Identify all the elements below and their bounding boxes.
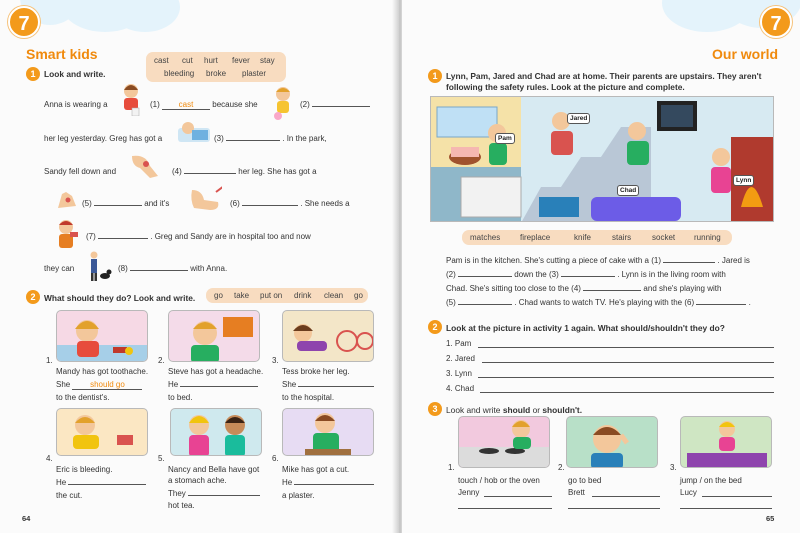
text-line: [82, 199, 169, 208]
answer-field[interactable]: [226, 140, 280, 141]
list-item: 1. Pam: [446, 339, 472, 348]
answer-line[interactable]: [568, 508, 660, 509]
item-subject: Lucy: [680, 488, 697, 497]
answer-field[interactable]: [458, 276, 512, 277]
gap-number: (2): [446, 270, 456, 279]
gap-number: (4): [172, 167, 182, 176]
answer-field[interactable]: cast: [162, 100, 210, 110]
item-end: to bed.: [168, 393, 193, 402]
unit-badge: 7: [8, 6, 40, 38]
answer-field[interactable]: [184, 173, 236, 174]
activity-instruction: Lynn, Pam, Jared and Chad are at home. Their parents are upstairs. They aren't: [446, 71, 762, 81]
word-box-item: hurt: [204, 56, 218, 65]
text: and she's playing with: [643, 284, 722, 293]
answer-field[interactable]: [294, 484, 374, 485]
text-line: [446, 284, 721, 293]
house-scene-picture: [430, 96, 774, 222]
answer-field[interactable]: [696, 304, 746, 305]
item-prompt: jump / on the bed: [680, 476, 742, 485]
word-box-item: fireplace: [520, 233, 551, 242]
text-line: [230, 199, 350, 208]
text-line: [150, 100, 258, 110]
text: . Lynn is in the living room with: [617, 270, 726, 279]
word-box: [206, 288, 368, 303]
text: . Greg and Sandy are in hospital too and now: [150, 232, 311, 241]
gap-number: (4): [571, 284, 581, 293]
text: down the: [514, 270, 547, 279]
item-subject: She: [56, 380, 71, 389]
character-label: Jared: [567, 113, 590, 124]
sick-child-illustration: [52, 218, 82, 252]
text: . Chad wants to watch TV. He's playing with the: [514, 298, 683, 307]
word-box-item: go: [214, 291, 223, 300]
activity-number: 2: [26, 290, 40, 304]
activity-number: 1: [26, 67, 40, 81]
item-sentence: a stomach ache.: [168, 476, 227, 485]
item-number: 3.: [272, 356, 279, 365]
answer-line[interactable]: [478, 377, 774, 378]
item-number: 2.: [158, 356, 165, 365]
word-box-item: stairs: [612, 233, 632, 242]
item-sentence: Tess broke her leg.: [282, 367, 350, 376]
answer-field[interactable]: [298, 386, 374, 387]
item-number: 2.: [558, 463, 565, 472]
answer-field[interactable]: [180, 386, 258, 387]
text: . In the park,: [282, 134, 327, 143]
answer-line[interactable]: [482, 362, 774, 363]
character-label: Lynn: [733, 175, 754, 186]
gap-number: (5): [82, 199, 92, 208]
text-line: [44, 264, 74, 273]
gap-number: (1): [150, 100, 160, 109]
item-number: 5.: [158, 454, 165, 463]
answer-field[interactable]: [663, 262, 715, 263]
answer-line[interactable]: [592, 496, 660, 497]
answer-field[interactable]: [94, 205, 142, 206]
page-number: 64: [22, 514, 31, 523]
bleeding-hand-illustration: [54, 186, 80, 212]
word-box-item: cut: [182, 56, 193, 65]
oven-picture: [458, 416, 550, 468]
man-with-dog-illustration: [86, 250, 112, 282]
word-box-item: broke: [206, 69, 227, 78]
item-line: [282, 478, 374, 487]
item-subject: They: [168, 489, 186, 498]
answer-line[interactable]: [480, 392, 774, 393]
text: her leg. She has got a: [238, 167, 317, 176]
gap-number: (2): [300, 100, 310, 109]
item-subject: Brett: [568, 488, 585, 497]
headache-picture: [168, 310, 260, 362]
text-line: [44, 167, 116, 176]
tired-boy-picture: [566, 416, 658, 468]
answer-field[interactable]: [458, 304, 512, 305]
right-page: [402, 0, 800, 533]
item-prompt: go to bed: [568, 476, 602, 485]
gap-number: (1): [651, 256, 661, 265]
text-line: [118, 264, 227, 273]
cut-picture: [282, 408, 374, 456]
text: Chad. She's sitting too close to the: [446, 284, 569, 293]
answer-field[interactable]: [561, 276, 615, 277]
word-box-item: take: [234, 291, 250, 300]
word-box: [462, 230, 732, 245]
answer-field[interactable]: [312, 106, 370, 107]
word-box-item: drink: [294, 291, 312, 300]
toothache-picture: [56, 310, 148, 362]
activity-instruction: following the safety rules. Look at the picture and complete.: [446, 82, 685, 92]
item-number: 1.: [448, 463, 455, 472]
item-sentence: Eric is bleeding.: [56, 465, 113, 474]
activity-instruction: What should they do? Look and write.: [44, 293, 196, 303]
text-line: [44, 100, 108, 109]
answer-line[interactable]: [458, 508, 552, 509]
jumping-girl-picture: [680, 416, 772, 468]
item-prompt: touch / hob or the oven: [458, 476, 540, 485]
item-sentence: Mike has got a cut.: [282, 465, 350, 474]
page-title: Our world: [712, 46, 779, 62]
list-item: 4. Chad: [446, 384, 475, 393]
text-line: [44, 134, 162, 143]
activity-number: 1: [428, 69, 442, 83]
word-box-item: running: [694, 233, 721, 242]
item-end: to the dentist's.: [56, 393, 110, 402]
item-subject: He: [282, 478, 293, 487]
gap-number: (6): [684, 298, 695, 307]
word-box-item: knife: [574, 233, 591, 242]
activity-instruction: Look at the picture in activity 1 again. What should/shouldn't they do?: [446, 323, 725, 333]
item-sentence: Steve has got a headache.: [168, 367, 264, 376]
item-line: [56, 380, 142, 390]
item-subject: He: [168, 380, 179, 389]
item-sentence: Mandy has got toothache.: [56, 367, 149, 376]
text: with Anna.: [190, 264, 228, 273]
list-item: 2. Jared: [446, 354, 475, 363]
answer-field[interactable]: [68, 484, 146, 485]
text: her leg yesterday. Greg has got a: [44, 134, 163, 143]
gap-number: (6): [230, 199, 240, 208]
gap-number: (3): [214, 134, 224, 143]
stomach-ache-picture: [170, 408, 262, 456]
child-in-bed-illustration: [176, 118, 212, 144]
answer-field[interactable]: [188, 495, 260, 496]
word-box-item: plaster: [242, 69, 267, 78]
instruction-keyword: should: [502, 405, 531, 415]
page-number: 65: [766, 514, 775, 523]
item-sentence: Nancy and Bella have got: [168, 465, 260, 474]
word-box-item: bleeding: [164, 69, 195, 78]
activity-instruction: [446, 405, 582, 415]
gap-number: (5): [446, 298, 456, 307]
text: Sandy fell down and: [44, 167, 117, 176]
item-end: to the hospital.: [282, 393, 335, 402]
instruction-text: or: [532, 405, 541, 415]
text: .: [748, 298, 751, 307]
broken-leg-picture: [282, 310, 374, 362]
answer-line[interactable]: [478, 347, 774, 348]
word-box: [146, 52, 286, 82]
left-page: [0, 0, 398, 533]
word-box-item: go: [354, 291, 363, 300]
item-line: [168, 489, 260, 498]
text-line: [300, 100, 370, 109]
answer-field[interactable]: [583, 290, 641, 291]
word-box-item: matches: [470, 233, 501, 242]
boy-fever-illustration: [268, 84, 298, 124]
text-line: [214, 134, 327, 143]
word-box-item: put on: [260, 291, 283, 300]
instruction-text: Look and write: [446, 405, 501, 415]
item-end: hot tea.: [168, 501, 195, 510]
hurt-knee-illustration: [128, 150, 164, 180]
list-item: 3. Lynn: [446, 369, 472, 378]
item-end: a plaster.: [282, 491, 315, 500]
gap-number: (8): [118, 264, 128, 273]
word-box-item: cast: [154, 56, 169, 65]
word-box-item: socket: [652, 233, 676, 242]
text: . Jared is: [717, 256, 750, 265]
text: they can: [44, 264, 75, 273]
item-number: 1.: [46, 356, 53, 365]
answer-line[interactable]: [680, 508, 772, 509]
text-line: [446, 298, 751, 307]
answer-line[interactable]: [484, 496, 552, 497]
text: Pam is in the kitchen. She's cutting a piece of cake with a: [446, 256, 649, 265]
item-number: 3.: [670, 463, 677, 472]
character-label: Pam: [495, 133, 515, 144]
item-line: [168, 380, 258, 389]
word-box-item: stay: [260, 56, 275, 65]
activity-number: 2: [428, 320, 442, 334]
answer-field[interactable]: [98, 238, 148, 239]
activity-instruction: Look and write.: [44, 69, 106, 79]
bleeding-picture: [56, 408, 148, 456]
text: because she: [212, 100, 258, 109]
page-title: Smart kids: [26, 46, 98, 62]
instruction-keyword: shouldn't.: [542, 405, 583, 415]
text: Anna is wearing a: [44, 100, 108, 109]
answer-field[interactable]: [242, 205, 298, 206]
text-line: [172, 167, 317, 176]
girl-with-cast-illustration: [116, 82, 146, 116]
text: and it's: [144, 199, 170, 208]
answer-field[interactable]: [130, 270, 188, 271]
item-number: 4.: [46, 454, 53, 463]
item-line: [282, 380, 374, 389]
text-line: [446, 256, 750, 265]
item-end: the cut.: [56, 491, 83, 500]
answer-line[interactable]: [702, 496, 772, 497]
text: . She needs a: [300, 199, 350, 208]
item-subject: She: [282, 380, 297, 389]
text-line: [446, 270, 726, 279]
character-label: Chad: [617, 185, 639, 196]
word-box-item: fever: [232, 56, 250, 65]
item-number: 6.: [272, 454, 279, 463]
gap-number: (3): [548, 270, 559, 279]
activity-number: 3: [428, 402, 442, 416]
answer-field[interactable]: should go: [72, 380, 142, 390]
swollen-foot-illustration: [188, 186, 222, 212]
item-subject: He: [56, 478, 67, 487]
gap-number: (7): [86, 232, 96, 241]
unit-badge: 7: [760, 6, 792, 38]
text-line: [86, 232, 311, 241]
item-line: [56, 478, 146, 487]
word-box-item: clean: [324, 291, 344, 300]
item-subject: Jenny: [458, 488, 480, 497]
